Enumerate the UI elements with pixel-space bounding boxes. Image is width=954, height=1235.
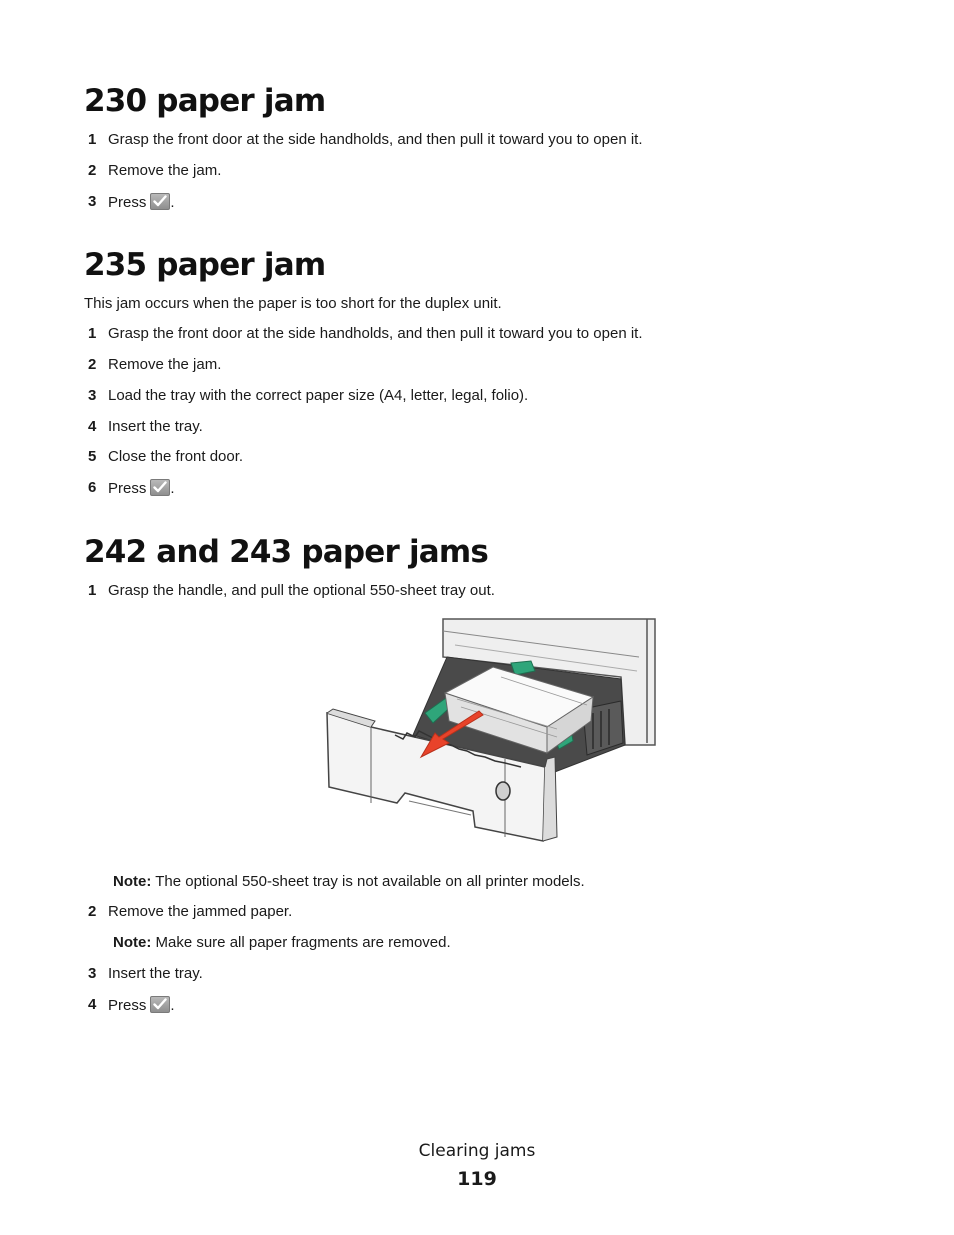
section-intro: This jam occurs when the paper is too short for the duplex unit. <box>84 295 502 312</box>
step-text: Remove the jam. <box>108 356 222 373</box>
step-text: Grasp the handle, and pull the optional 550-sheet tray out. <box>108 582 495 599</box>
tray-illustration <box>325 617 657 845</box>
step-number: 2 <box>88 903 97 920</box>
step-number: 6 <box>88 479 97 496</box>
step-text-press <box>108 193 175 212</box>
heading-235-paper-jam: 235 paper jam <box>84 247 326 283</box>
note <box>113 873 585 891</box>
note-label: Note: <box>113 873 152 890</box>
step-text: Grasp the front door at the side handholds, and then pull it toward you to open it. <box>108 131 643 148</box>
step-number: 1 <box>88 582 97 599</box>
step-text: Close the front door. <box>108 448 244 465</box>
press-period: . <box>170 480 175 497</box>
step-number: 3 <box>88 193 97 210</box>
step-number: 2 <box>88 356 97 373</box>
press-label: Press <box>108 480 147 497</box>
step-number: 1 <box>88 325 97 342</box>
step-text: Remove the jammed paper. <box>108 903 293 920</box>
press-label: Press <box>108 997 147 1014</box>
step-number: 5 <box>88 448 97 465</box>
step-number: 4 <box>88 418 97 435</box>
note-text: Make sure all paper fragments are removed. <box>151 934 451 951</box>
step-number: 3 <box>88 965 97 982</box>
step-number: 4 <box>88 996 97 1013</box>
step-text: Grasp the front door at the side handholds, and then pull it toward you to open it. <box>108 325 643 342</box>
step-number: 2 <box>88 162 97 179</box>
step-text: Insert the tray. <box>108 418 203 435</box>
heading-230-paper-jam: 230 paper jam <box>84 83 326 119</box>
step-text: Load the tray with the correct paper size (A4, letter, legal, folio). <box>108 387 529 404</box>
note-text: The optional 550-sheet tray is not available on all printer models. <box>151 873 585 890</box>
step-number: 1 <box>88 131 97 148</box>
footer-chapter-title: Clearing jams <box>418 1141 536 1161</box>
press-label: Press <box>108 194 147 211</box>
step-text-press <box>108 996 175 1015</box>
step-text-press <box>108 479 175 498</box>
step-text: Insert the tray. <box>108 965 203 982</box>
checkmark-button-icon <box>150 193 170 210</box>
step-text: Remove the jam. <box>108 162 222 179</box>
checkmark-button-icon <box>150 479 170 496</box>
step-number: 3 <box>88 387 97 404</box>
checkmark-button-icon <box>150 996 170 1013</box>
note <box>113 934 451 952</box>
page-number: 119 <box>457 1168 497 1190</box>
press-period: . <box>170 194 175 211</box>
note-label: Note: <box>113 934 152 951</box>
heading-242-243-paper-jams: 242 and 243 paper jams <box>84 534 489 570</box>
press-period: . <box>170 997 175 1014</box>
